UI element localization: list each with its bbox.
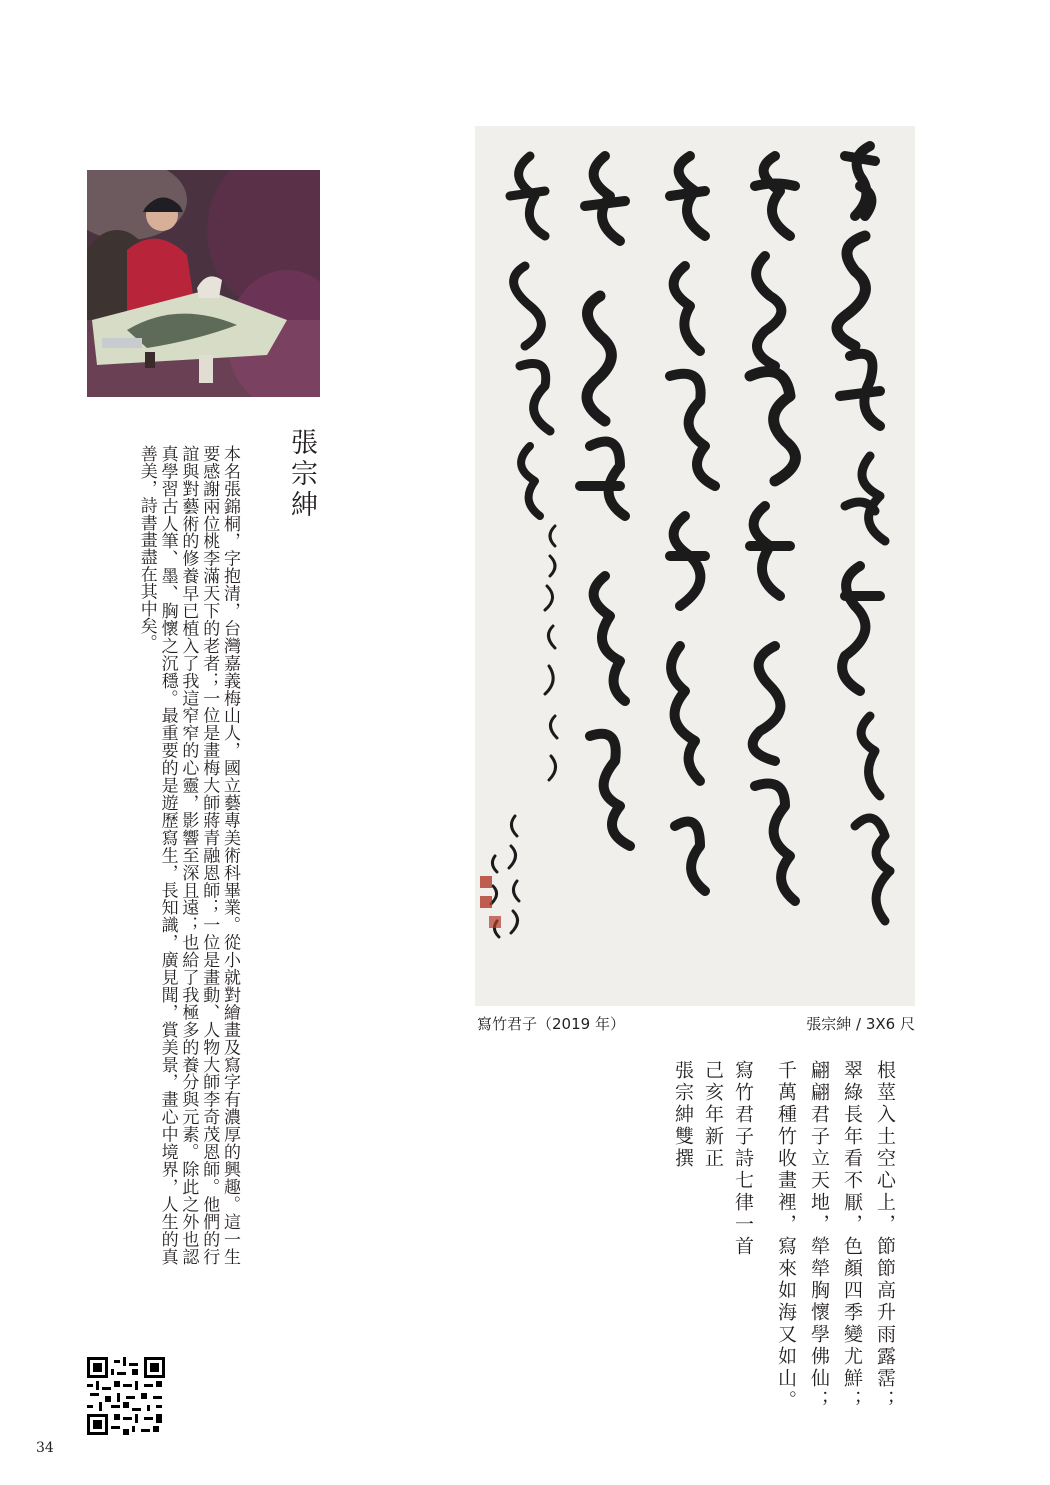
calligraphy-artwork [475,126,915,1006]
qr-code-icon[interactable] [87,1357,165,1435]
poem-inscription [668,1060,758,1258]
poem-text [770,1060,900,1412]
inscription-line: 己亥年新正 [702,1060,724,1170]
artwork-title-caption: 寫竹君子（2019 年） [477,1015,625,1033]
artist-name: 張宗紳 [286,428,317,521]
page-number: 34 [36,1440,54,1456]
poem-line: 千萬種竹收畫裡，寫來如海又如山。 [775,1060,797,1412]
artist-photo [87,170,320,397]
inscription-line: 寫竹君子詩七律一首 [732,1060,754,1258]
inscription-line: 張宗紳雙撰 [672,1060,694,1170]
poem-line: 翠綠長年看不厭，色顏四季變尤鮮； [841,1060,863,1412]
poem-line: 翩翩君子立天地，犖犖胸懷學佛仙； [808,1060,830,1412]
artist-bio: 本名張錦桐，字抱清，台灣嘉義梅山人，國立藝專美術科畢業。從小就對繪畫及寫字有濃厚的興趣。這一生要感謝兩位桃李滿天下的老者；一位是畫梅大師蔣青融恩師；一位是畫動、人物大師李奇茂恩師。他們的行誼與對藝術的修養早已植入了我這窄窄的心靈，影響至深且遠；也給了我極多的養分與元素。除此之外也認真學習古人筆、墨、胸懷之沉穩。最重要的是遊歷寫生，長知識，廣見聞，賞美景，畫心中境界，人生的真善美，詩書畫盡在其中矣。 [136,445,240,1265]
poem-line: 根莖入土空心上，節節高升雨露霑； [874,1060,896,1412]
artwork-artist-size-caption: 張宗紳 / 3X6 尺 [806,1015,915,1033]
